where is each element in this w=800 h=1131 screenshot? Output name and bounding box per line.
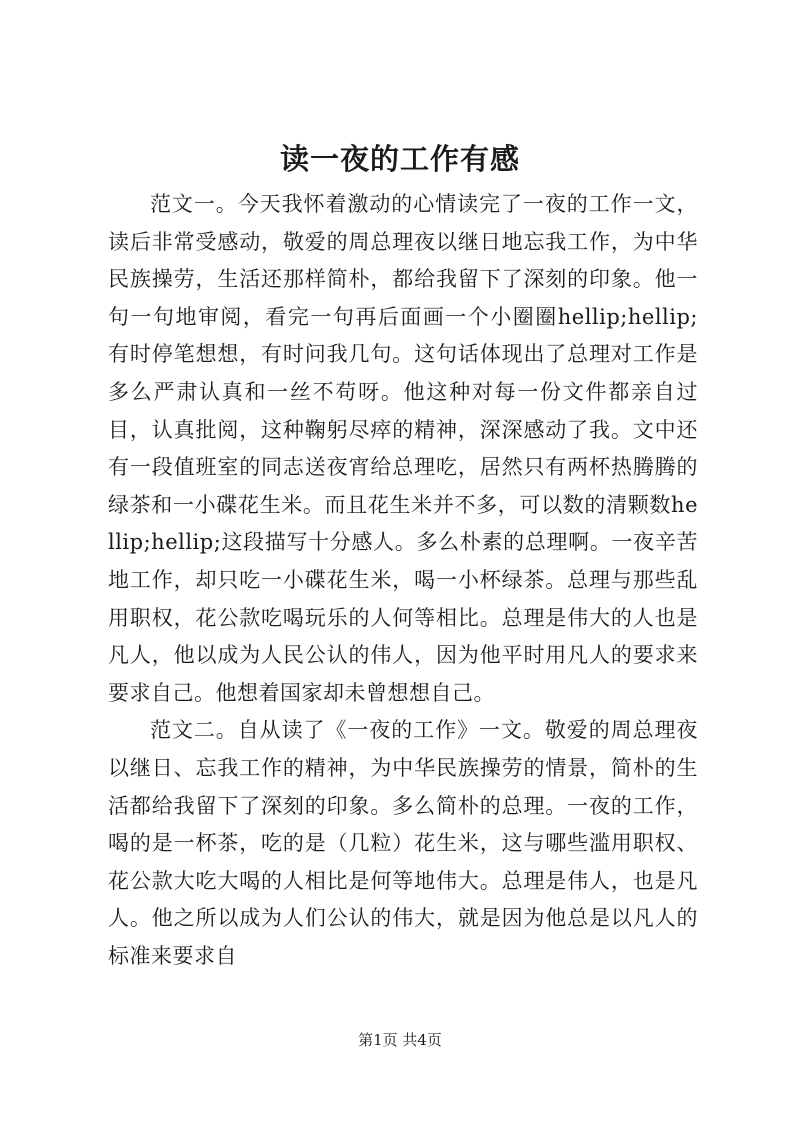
document-title: 读一夜的工作有感 xyxy=(279,142,520,176)
paragraph-1: 范文一。今天我怀着激动的心情读完了一夜的工作一文，读后非常受感动，敬爱的周总理夜以继日地忘我工作，为中华民族操劳，生活还那样简朴，都给我留下了深刻的印象。他一句一句地审阅，看完一句再后面画一个小圈圈hellip;hellip;有时停笔想想，有时问我几句。这句话体现出了总理对工作是多么严肃认真和一丝不苟呀。他这种对每一份文件都亲自过目，认真批阅，这种鞠躬尽瘁的精神，深深感动了我。文中还有一段值班室的同志送夜宵给总理吃，居然只有两杯热腾腾的绿茶和一小碟花生米。而且花生米并不多，可以数的清颗数hellip;hellip;这段描写十分感人。多么朴素的总理啊。一夜辛苦地工作，却只吃一小碟花生米，喝一小杯绿茶。总理与那些乱用职权，花公款吃喝玩乐的人何等相比。总理是伟大的人也是凡人，他以成为人民公认的伟人，因为他平时用凡人的要求来要求自己。他想着国家却未曾想想自己。 xyxy=(108,192,698,705)
document-body xyxy=(108,186,698,975)
page-footer: 第1页 共4页 xyxy=(358,1031,442,1049)
paragraph-2: 范文二。自从读了《一夜的工作》一文。敬爱的周总理夜以继日、忘我工作的精神，为中华民族操劳的情景，简朴的生活都给我留下了深刻的印象。多么简朴的总理。一夜的工作，喝的是一杯茶，吃的是（几粒）花生米，这与哪些滥用职权、花公款大吃大喝的人相比是何等地伟大。总理是伟人，也是凡人。他之所以成为人们公认的伟大，就是因为他总是以凡人的标准来要求自 xyxy=(108,718,698,968)
